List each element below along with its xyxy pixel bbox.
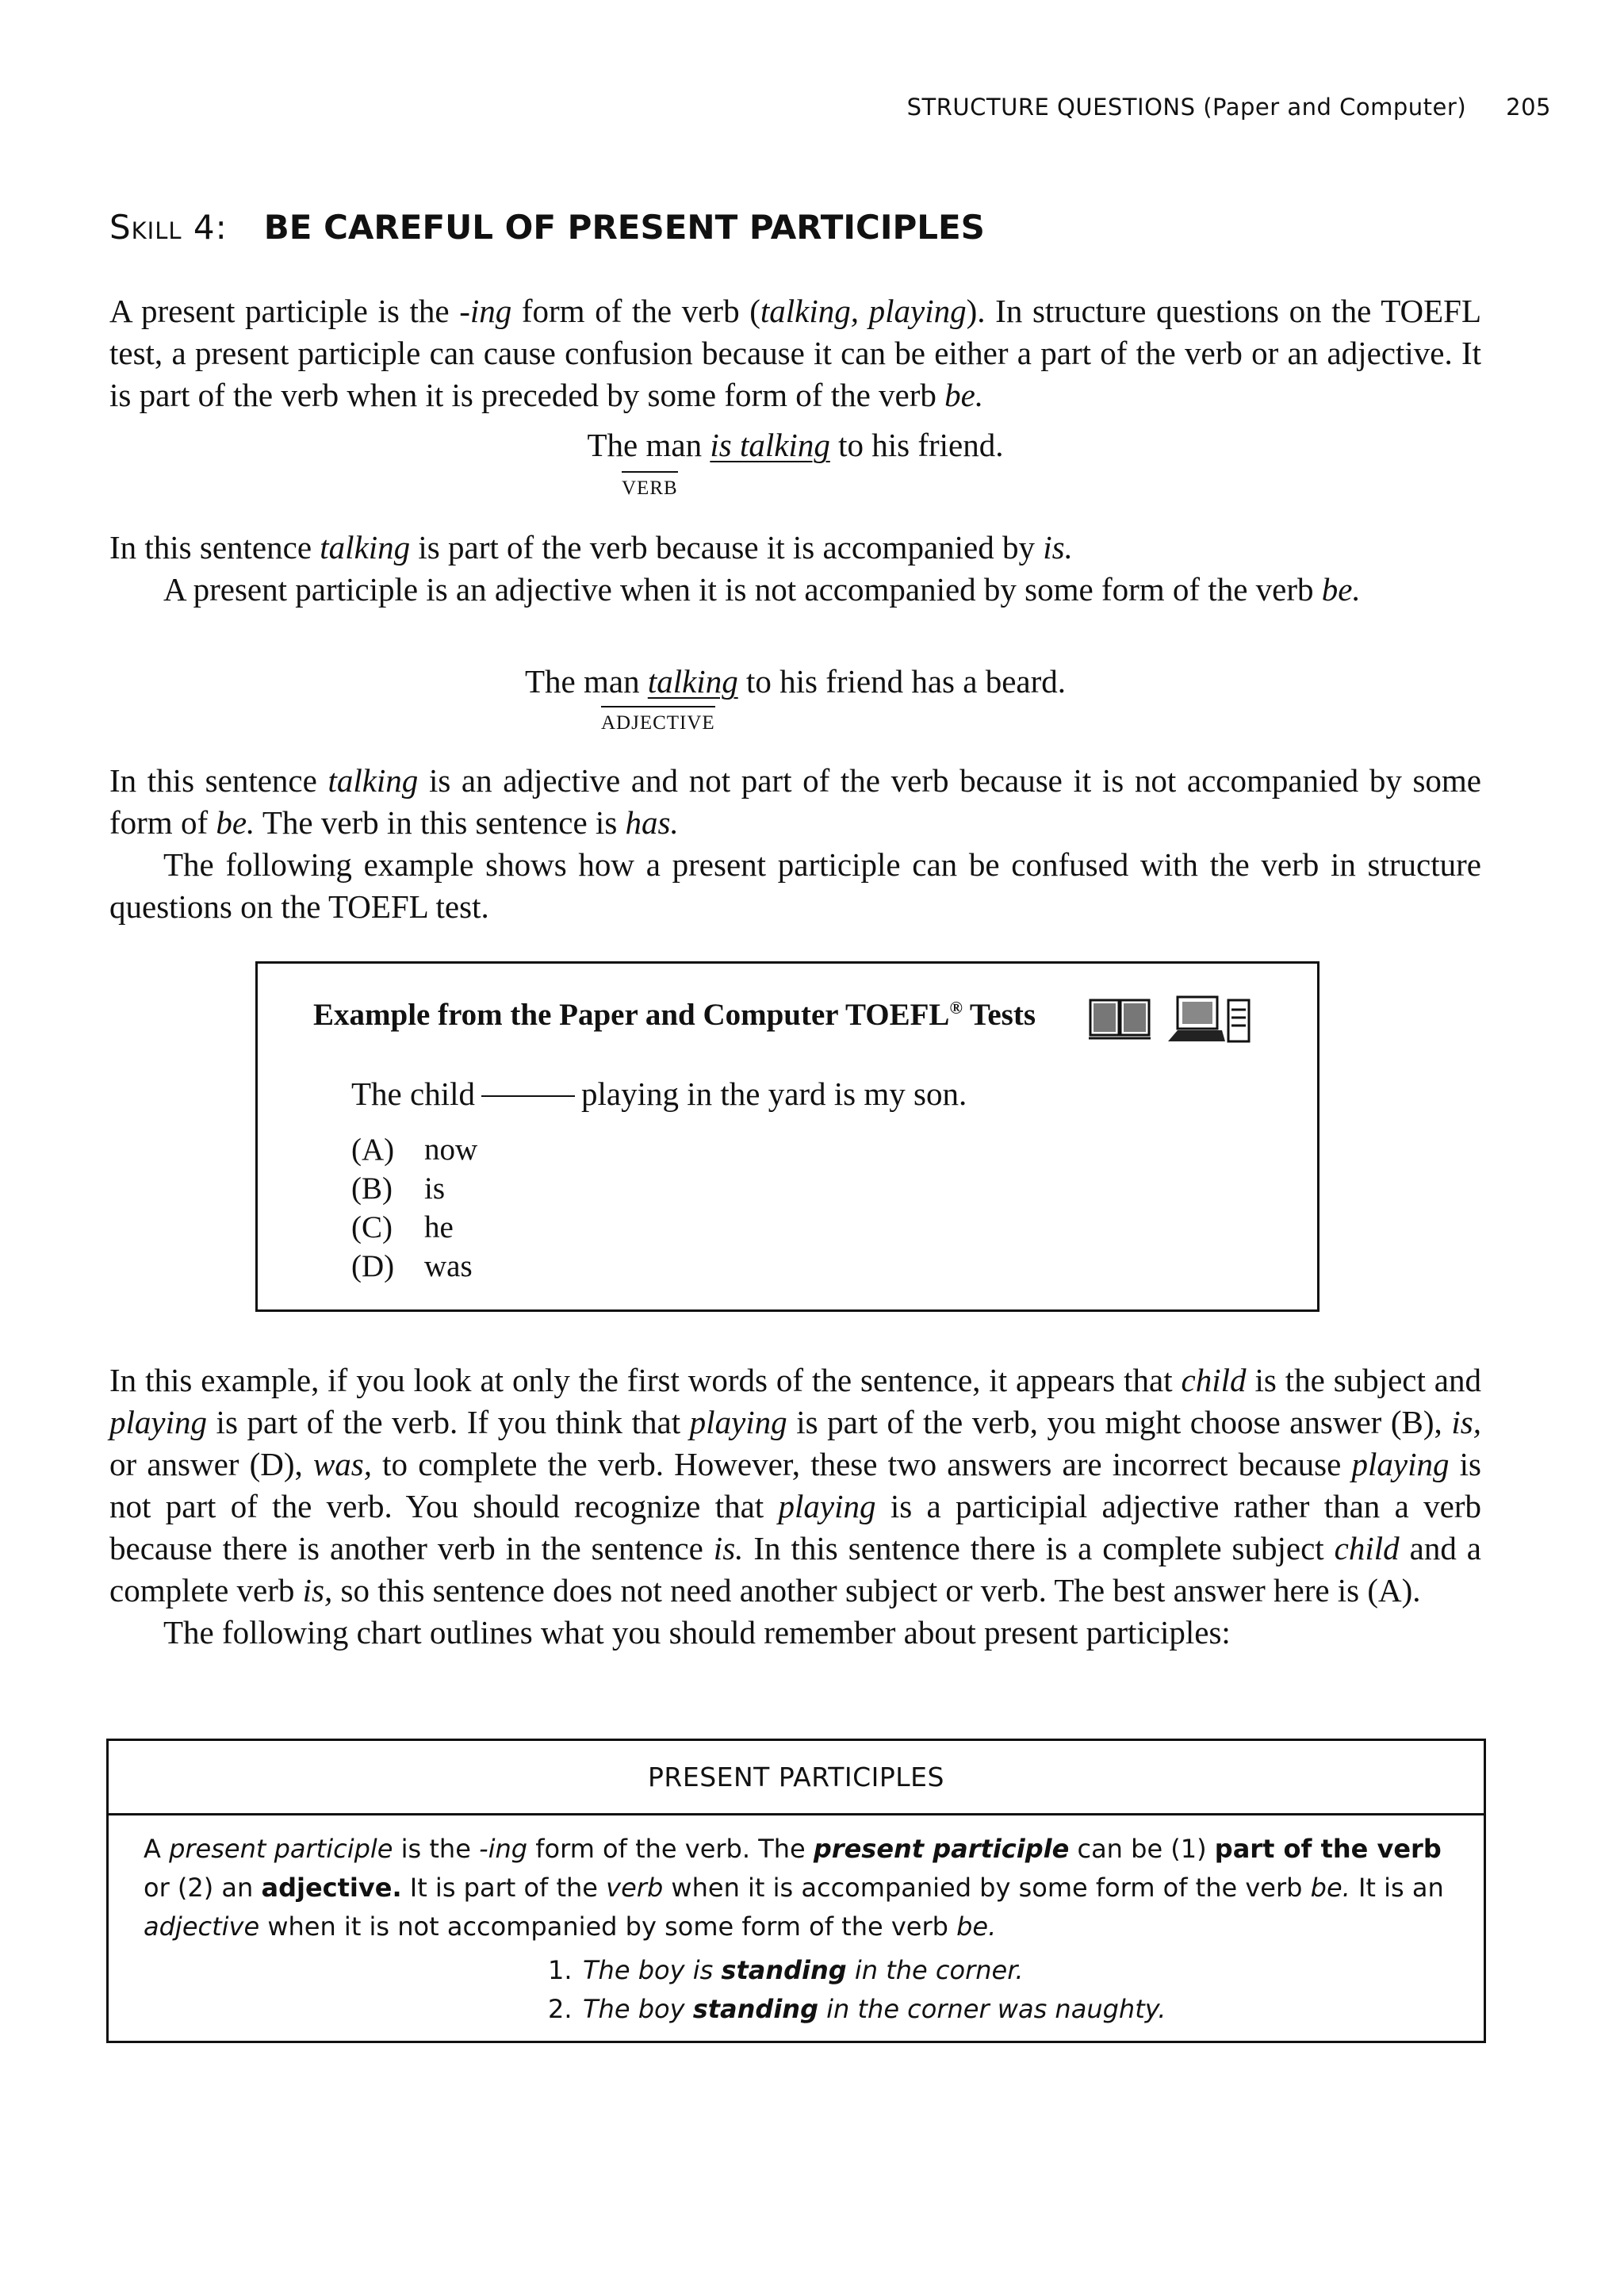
- registered-mark: ®: [949, 998, 963, 1018]
- answer-options: [351, 1130, 477, 1286]
- book-icon: [1089, 995, 1255, 1045]
- skill-title: BE CAREFUL OF PRESENT PARTICIPLES: [263, 208, 985, 247]
- text-run: A present participle is the: [109, 293, 460, 329]
- text-run: is.: [713, 1530, 744, 1566]
- intro-paragraph: [109, 290, 1481, 416]
- text-run: is part of the verb. If you think that: [206, 1404, 690, 1440]
- adjective-label: ADJECTIVE: [601, 706, 715, 734]
- option-letter: (B): [351, 1171, 393, 1206]
- text-run: It is part of the: [401, 1873, 607, 1903]
- text-run: standing: [721, 1955, 847, 1985]
- text-run: It is an: [1350, 1873, 1444, 1903]
- text-run: playing: [689, 1404, 787, 1440]
- running-header: [841, 94, 1551, 121]
- text-run: be.: [216, 804, 255, 841]
- text-run: Tests: [962, 998, 1036, 1032]
- summary-example-2: [548, 1990, 1449, 2029]
- text-run: -ing: [459, 293, 512, 329]
- text-run: -ing: [479, 1834, 528, 1864]
- text-run: 2.: [548, 1994, 573, 2024]
- text-run: adjective.: [261, 1873, 402, 1903]
- text-run: is the: [393, 1834, 480, 1864]
- text-run: playing: [778, 1488, 876, 1524]
- text-run: in the corner.: [846, 1955, 1024, 1985]
- text-run: be.: [1310, 1873, 1350, 1903]
- text-run: to his friend has a beard.: [737, 663, 1066, 700]
- text-run: in the corner was naughty.: [818, 1994, 1166, 2024]
- summary-chart-box: [106, 1739, 1486, 2043]
- example-box: [255, 961, 1320, 1312]
- example-box-title: [313, 997, 1036, 1033]
- text-run: when it is not accompanied by some form of the verb: [259, 1911, 957, 1942]
- text-run: to his friend.: [829, 427, 1004, 463]
- text-run: playing in the yard is my son.: [580, 1075, 967, 1112]
- paragraph-5: The following example shows how a present participle can be confused with the verb in structure questions on the TOEFL test.: [109, 846, 1481, 925]
- text-run: The man: [587, 427, 710, 463]
- text-run: is.: [1043, 529, 1073, 566]
- text-run: The verb in this sentence is: [255, 804, 626, 841]
- option-text: he: [424, 1210, 454, 1244]
- text-run: In this example, if you look at only the first words of the sentence, it appears that: [109, 1362, 1182, 1398]
- text-run: or answer (D),: [109, 1446, 313, 1482]
- paragraph-4: [109, 760, 1481, 928]
- underlined-phrase: talking: [647, 663, 738, 700]
- explanation-paragraph: [109, 1359, 1481, 1654]
- text-run: child: [1181, 1362, 1247, 1398]
- text-run: standing: [692, 1994, 818, 2024]
- text-run: be.: [956, 1911, 997, 1942]
- text-run: A: [144, 1834, 170, 1864]
- text-run: child: [1334, 1530, 1400, 1566]
- summary-text: [144, 1830, 1449, 1946]
- text-run: 1.: [548, 1955, 573, 1985]
- paragraph-2: [109, 527, 1481, 611]
- running-title: STRUCTURE QUESTIONS (Paper and Computer): [906, 94, 1467, 121]
- summary-example-1: [548, 1951, 1449, 1990]
- summary-examples: [548, 1951, 1449, 2029]
- text-run: to complete the verb. However, these two answers are incorrect because: [372, 1446, 1352, 1482]
- verb-label: VERB: [622, 471, 678, 500]
- text-run: The boy: [583, 1994, 693, 2024]
- page-number: 205: [1506, 94, 1551, 121]
- text-run: is an adjective and not part of the verb because it is not accompanied by some form of: [109, 762, 1481, 841]
- text-run: was,: [312, 1446, 372, 1482]
- text-run: has.: [625, 804, 679, 841]
- text-run: The man: [524, 663, 648, 700]
- option-d: [351, 1247, 477, 1286]
- summary-chart-body: [109, 1815, 1484, 2029]
- computer-icon: [1168, 997, 1249, 1041]
- question-stem: [351, 1075, 967, 1113]
- option-text: was: [424, 1249, 473, 1283]
- text-run: In this sentence there is a complete subject: [743, 1530, 1335, 1566]
- text-run: playing: [109, 1404, 207, 1440]
- skill-heading: [109, 208, 985, 247]
- text-run: talking: [327, 762, 419, 799]
- example-sentence-verb: [109, 425, 1481, 465]
- option-b: [351, 1169, 477, 1208]
- option-text: is: [424, 1171, 446, 1206]
- text-run: and a complete verb: [109, 1530, 1481, 1608]
- text-run: or (2) an: [144, 1873, 262, 1903]
- text-run: is a participial adjective rather than a verb because there is another verb in the sentence: [109, 1488, 1482, 1566]
- text-run: present participle: [813, 1834, 1070, 1864]
- chart-intro: The following chart outlines what you should remember about present participles:: [163, 1614, 1231, 1651]
- answer-blank: [481, 1095, 575, 1097]
- text-run: so this sentence does not need another subject or verb. The best answer here is (A).: [332, 1572, 1421, 1608]
- format-icons: [1089, 995, 1255, 1049]
- text-run: be.: [1321, 571, 1361, 608]
- option-c: [351, 1208, 477, 1247]
- option-a: [351, 1130, 477, 1169]
- underlined-phrase: is talking: [710, 427, 830, 463]
- example-sentence-adjective: [109, 661, 1481, 701]
- text-run: verb: [606, 1873, 664, 1903]
- text-run: A present participle is an adjective when it is not accompanied by some form of the verb: [163, 571, 1322, 608]
- text-run: Example from the Paper and Computer TOEFL: [313, 998, 950, 1032]
- text-run: when it is accompanied by some form of the verb: [663, 1873, 1311, 1903]
- text-run: is part of the verb, you might choose answer (B),: [787, 1404, 1452, 1440]
- text-run: part of the verb: [1214, 1834, 1442, 1864]
- text-run: In this sentence: [109, 529, 320, 566]
- text-run: The child: [351, 1075, 475, 1112]
- text-run: form of the verb. The: [527, 1834, 814, 1864]
- option-letter: (A): [351, 1133, 395, 1167]
- text-run: ). In structure questions on the TOEFL test, a present participle can cause confusion because it can be either a part of the verb or an adjective. It is part of the verb when it is preceded by some form of the verb: [109, 293, 1481, 413]
- text-run: is the subject and: [1246, 1362, 1481, 1398]
- skill-label: Skill 4:: [109, 208, 228, 247]
- text-run: playing: [1351, 1446, 1450, 1482]
- text-run: talking: [320, 529, 411, 566]
- text-run: be.: [944, 377, 984, 413]
- text-run: is part of the verb because it is accompanied by: [410, 529, 1044, 566]
- text-run: is,: [302, 1572, 333, 1608]
- text-run: adjective: [144, 1911, 260, 1942]
- text-run: In this sentence: [109, 762, 328, 799]
- text-run: form of the verb (: [511, 293, 760, 329]
- text-run: can be (1): [1069, 1834, 1215, 1864]
- text-run: is not part of the verb. You should recognize that: [109, 1446, 1481, 1524]
- text-run: is,: [1451, 1404, 1481, 1440]
- text-run: talking, playing: [760, 293, 967, 329]
- text-run: The boy is: [583, 1955, 722, 1985]
- option-letter: (C): [351, 1210, 393, 1244]
- option-text: now: [424, 1133, 478, 1167]
- option-letter: (D): [351, 1249, 395, 1283]
- text-run: present participle: [169, 1834, 393, 1864]
- summary-chart-title: PRESENT PARTICIPLES: [109, 1741, 1484, 1815]
